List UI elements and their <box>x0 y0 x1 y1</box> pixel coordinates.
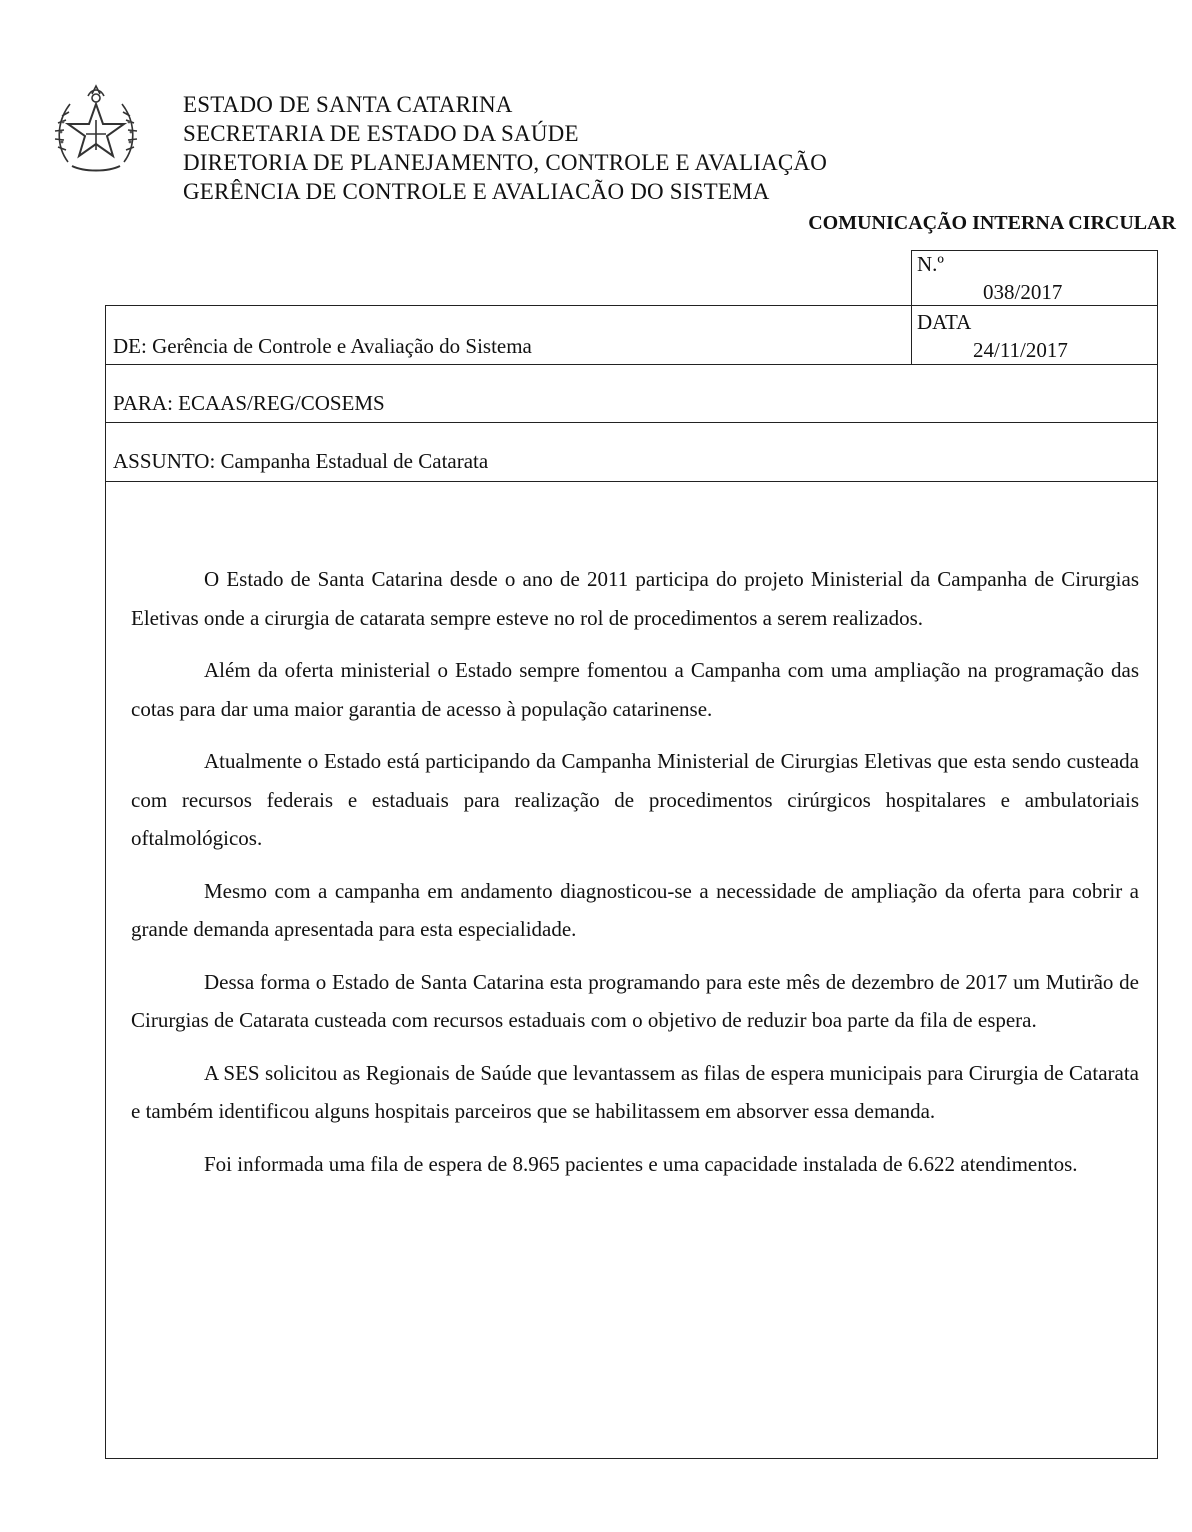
letterhead <box>183 90 827 206</box>
box-bottom-border <box>105 1458 1158 1459</box>
memo-body <box>131 560 1139 1197</box>
from-field: DE: Gerência de Controle e Avaliação do Sistema <box>113 334 532 358</box>
letterhead-state: ESTADO DE SANTA CATARINA <box>183 92 513 117</box>
date-label: DATA <box>917 310 972 334</box>
body-paragraph: Dessa forma o Estado de Santa Catarina esta programando para este mês de dezembro de 2017 um Mutirão de Cirurgias de Catarata custeada com recursos estaduais com o objetivo de reduzir boa parte da fila de espera. <box>131 969 1139 1032</box>
number-date-divider <box>911 250 912 364</box>
number-value: 038/2017 <box>983 280 1063 304</box>
to-row-divider <box>105 422 1158 423</box>
body-paragraph: O Estado de Santa Catarina desde o ano de 2011 participa do projeto Ministerial da Campanha de Cirurgias Eletivas onde a cirurgia de catarata sempre esteve no rol de procedimentos a serem realizados. <box>131 567 1139 630</box>
to-field: PARA: ECAAS/REG/COSEMS <box>113 391 385 415</box>
header-row-divider <box>105 305 1158 306</box>
date-value: 24/11/2017 <box>973 338 1068 362</box>
letterhead-directorate: DIRETORIA DE PLANEJAMENTO, CONTROLE E AVALIAÇÃO <box>183 150 828 175</box>
body-paragraph: Além da oferta ministerial o Estado sempre fomentou a Campanha com uma ampliação na programação das cotas para dar uma maior garantia de acesso à população catarinense. <box>131 658 1139 721</box>
document-type-title: COMUNICAÇÃO INTERNA CIRCULAR <box>808 212 1176 234</box>
body-paragraph: A SES solicitou as Regionais de Saúde que levantassem as filas de espera municipais para Cirurgia de Catarata e também identificou alguns hospitais parceiros que se habilitassem em absorver essa demanda. <box>131 1060 1139 1123</box>
box-top-border <box>911 250 1158 251</box>
number-label: N.º <box>917 252 944 276</box>
box-left-border <box>105 305 106 1459</box>
body-paragraph: Foi informada uma fila de espera de 8.965 pacientes e uma capacidade instalada de 6.622 atendimentos. <box>204 1151 1078 1176</box>
from-row-divider <box>105 364 1158 365</box>
body-paragraph: Atualmente o Estado está participando da Campanha Ministerial de Cirurgias Eletivas que esta sendo custeada com recursos federais e estaduais para realização de procedimentos cirúrgicos hospitalares e ambulatoriais oftalmológicos. <box>131 749 1139 850</box>
subject-field: ASSUNTO: Campanha Estadual de Catarata <box>113 449 489 473</box>
subject-row-divider <box>105 481 1158 482</box>
letterhead-secretariat: SECRETARIA DE ESTADO DA SAÚDE <box>183 121 579 146</box>
letterhead-management: GERÊNCIA DE CONTROLE E AVALIACÃO DO SISTEMA <box>183 179 770 204</box>
box-right-border <box>1157 250 1158 1459</box>
body-paragraph: Mesmo com a campanha em andamento diagnosticou-se a necessidade de ampliação da oferta para cobrir a grande demanda apresentada para esta especialidade. <box>131 878 1139 941</box>
state-coat-of-arms-icon <box>50 84 142 176</box>
